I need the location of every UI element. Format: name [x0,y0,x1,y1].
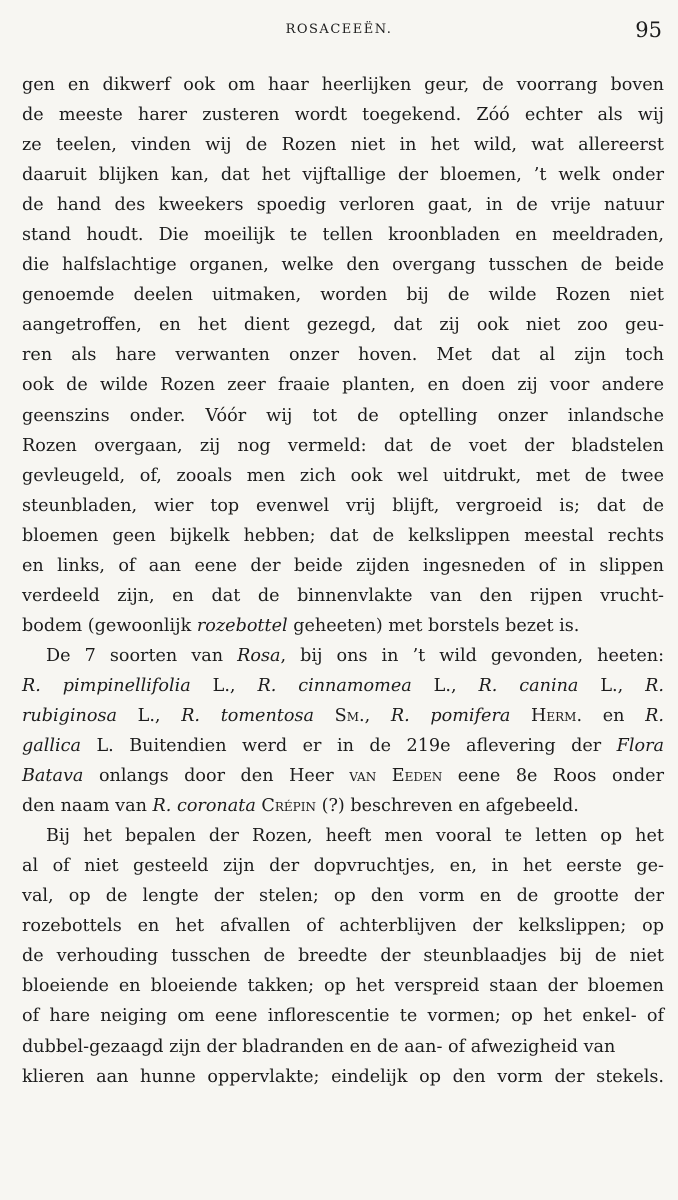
text-segment: bloemen geen bijkelk hebben; dat de kelkslippen meestal rechts [22,525,664,546]
text-segment: die halfslachtige organen, welke den overgang tusschen de beide [22,255,664,276]
text-line [22,1062,664,1092]
text-line [22,100,664,130]
text-segment: Bij het bepalen der Rozen, heeft men vooral te letten op het [46,826,664,847]
text-line [22,340,664,370]
italic-text: rubiginosa [22,705,117,726]
text-segment: L., [190,675,258,696]
text-segment: de hand des kweekers spoedig verloren gaat, in de vrije natuur [22,195,664,216]
text-segment: dubbel-gezaagd zijn der bladranden en de aan- of afwezigheid van [22,1036,616,1057]
text-line [22,70,664,100]
text-line [22,521,664,551]
text-line [22,701,664,731]
text-segment: , bij ons in ’t wild gevonden, heeten: [280,645,665,666]
text-segment: ren als hare verwanten onzer hoven. Met dat al zijn toch [22,345,664,366]
text-segment: L. Buitendien werd er in de 219e aflevering der [80,736,617,757]
text-line [22,160,664,190]
italic-text: Batava [22,766,84,787]
text-segment: L., [116,705,182,726]
text-line [22,250,664,280]
text-segment: de verhouding tusschen de breedte der steunblaadjes bij de niet [22,946,664,967]
italic-text: R. pimpinellifolia [22,675,191,696]
text-segment: bloeiende en bloeiende takken; op het verspreid staan der bloemen [22,976,664,997]
text-line [22,461,664,491]
text-segment: en links, of aan eene der beide zijden ingesneden of in slippen [22,555,664,576]
text-line [22,851,664,881]
text-segment: bodem (gewoonlijk [22,615,197,636]
text-segment: genoemde deelen uitmaken, worden bij de wilde Rozen niet [22,285,664,306]
text-segment: L., [411,675,479,696]
page-header [0,18,678,48]
text-line [22,761,664,791]
text-segment: al of niet gesteeld zijn der dopvruchtjes, en, in het eerste ge- [22,856,664,877]
small-caps-text: van Eeden [349,766,443,787]
text-line [22,941,664,971]
small-caps-text: Herm. [531,705,583,726]
text-segment: verdeeld zijn, en dat de binnenvlakte van den rijpen vrucht- [22,585,664,606]
italic-text: R. canina [478,675,579,696]
text-line [22,130,664,160]
text-line [22,791,664,821]
text-segment: of hare neiging om eene inflorescentie te vormen; op het enkel- of [22,1006,664,1027]
text-segment: klieren aan hunne oppervlakte; eindelijk op den vorm der stekels. [22,1066,664,1087]
text-segment: de meeste harer zusteren wordt toegekend. Zóó echter als wij [22,105,664,126]
text-line [22,190,664,220]
text-segment: Rozen overgaan, zij nog vermeld: dat de voet der bladstelen [22,435,664,456]
text-line [22,611,664,641]
text-line [22,280,664,310]
text-segment: den naam van [22,796,153,817]
body-text [22,70,664,1092]
italic-text: gallica [22,736,81,757]
text-segment: L., [578,675,646,696]
text-segment: daaruit blijken kan, dat het vijftallige der bloemen, ’t welk onder [22,165,664,186]
text-line [22,971,664,1001]
text-line [22,551,664,581]
italic-text: Rosa [237,645,281,666]
text-segment [510,706,531,726]
text-segment: gevleugeld, of, zooals men zich ook wel uitdrukt, met de twee [22,465,664,486]
text-line [22,581,664,611]
text-segment: ook de wilde Rozen zeer fraaie planten, en doen zij voor andere [22,375,664,396]
text-line [22,401,664,431]
italic-text: R. [645,675,664,696]
text-line [22,641,664,671]
text-segment: onlangs door den Heer [83,766,350,787]
text-segment: geheeten) met borstels bezet is. [287,615,580,636]
text-line [22,310,664,340]
italic-text: rozebottel [196,615,288,636]
text-line [22,431,664,461]
italic-text: R. [645,705,665,726]
text-segment: stand houdt. Die moeilijk te tellen kroonbladen en meeldraden, [22,225,664,246]
text-line [22,1001,664,1031]
page-number: 95 [635,18,662,42]
text-line [22,911,664,941]
italic-text: R. tomentosa [181,705,314,726]
italic-text: R. coronata [152,796,256,817]
text-segment: gen en dikwerf ook om haar heerlijken geur, de voorrang boven [22,75,664,95]
text-line [22,220,664,250]
text-line [22,1032,664,1062]
text-line [22,370,664,400]
italic-text: R. cinnamomea [257,675,412,696]
text-line [22,821,664,851]
text-segment: eene 8e Roos onder [442,766,664,787]
text-segment: val, op de lengte der stelen; op den vorm en de grootte der [22,886,664,907]
text-segment: De 7 soorten van [46,645,238,666]
text-segment: geenszins onder. Vóór wij tot de optelling onzer inlandsche [22,405,664,426]
text-segment: rozebottels en het afvallen of achterblijven der kelkslippen; op [22,916,664,937]
italic-text: Flora [616,736,664,757]
text-line [22,731,664,761]
text-segment: ze teelen, vinden wij de Rozen niet in het wild, wat allereerst [22,135,664,156]
small-caps-text: Sm. [334,705,365,726]
italic-text: R. pomifera [390,705,511,726]
small-caps-text: Crépin [261,796,316,817]
text-line [22,881,664,911]
text-segment: steunbladen, wier top evenwel vrij blijft, vergroeid is; dat de [22,495,664,516]
running-title: ROSACEEËN. [285,22,393,37]
text-segment: , [364,705,391,726]
text-line [22,491,664,521]
text-line [22,671,664,701]
text-segment: aangetroffen, en het dient gezegd, dat zij ook niet zoo geu- [22,315,664,336]
text-segment: (?) beschreven en afgebeeld. [315,796,579,817]
text-segment: en [582,705,646,726]
text-segment [314,706,335,726]
